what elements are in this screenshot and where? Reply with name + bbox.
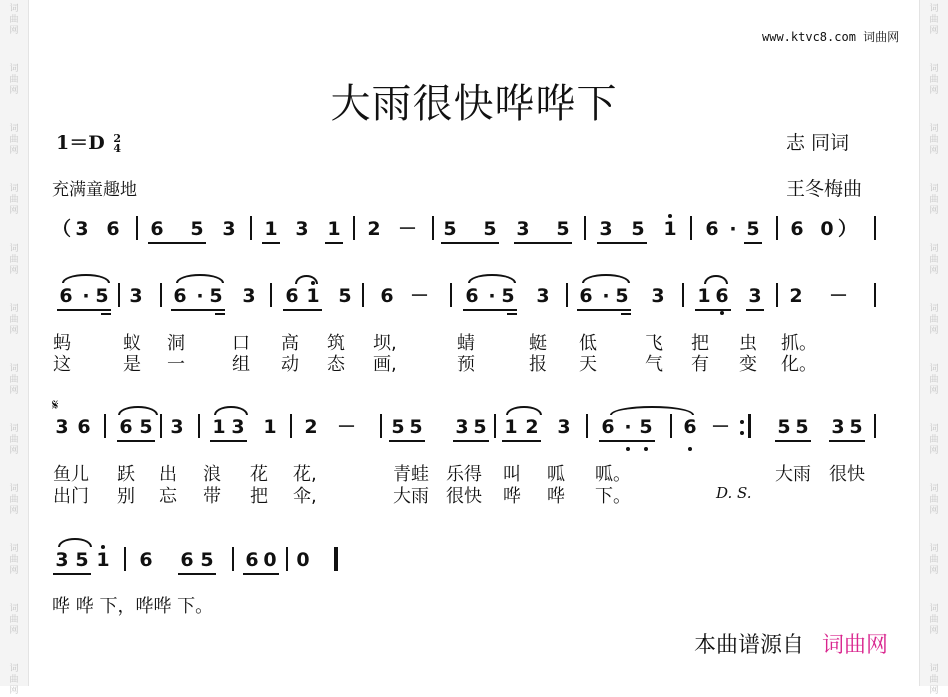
note: 5	[473, 416, 487, 438]
lyric-verse2: 带	[203, 486, 221, 507]
bar-line	[198, 414, 200, 438]
beam-line	[262, 242, 280, 244]
key-signature	[56, 128, 121, 155]
bar-line	[874, 283, 876, 307]
lyric-verse1: 大雨	[775, 464, 811, 485]
note: 5	[338, 285, 352, 307]
note: 2	[789, 285, 803, 307]
beam-line	[101, 313, 111, 315]
note: 3	[748, 285, 762, 307]
lyric-verse1: 跃	[117, 464, 135, 485]
watermark-text: 词 曲 网	[9, 424, 19, 456]
note: 3	[170, 416, 184, 438]
note: 3	[651, 285, 665, 307]
note: 3	[516, 218, 530, 240]
lyric-verse1: 蚂	[53, 333, 71, 354]
note: 1	[263, 416, 277, 438]
lyric-verse1: 蚁	[123, 333, 141, 354]
lyric-verse1: 把	[691, 333, 709, 354]
footer-source-text: 本曲谱源自	[694, 633, 805, 658]
note: 3	[222, 218, 236, 240]
lyric-verse1: 口	[232, 333, 250, 354]
lyric-verse2: 大雨	[393, 486, 429, 507]
note: 6	[790, 218, 804, 240]
beam-line	[746, 309, 764, 311]
note: 5	[209, 285, 223, 307]
bar-line	[290, 414, 292, 438]
lyric-verse1: 坝,	[373, 333, 397, 354]
note: 3	[831, 416, 845, 438]
bar-line	[776, 283, 778, 307]
lyric-verse2: 把	[250, 486, 268, 507]
time-bottom: 4	[113, 142, 121, 155]
slur-arc	[704, 275, 728, 284]
note: 3	[55, 416, 69, 438]
beam-line	[283, 309, 322, 311]
note: 5	[615, 285, 629, 307]
bar-line	[286, 547, 288, 571]
time-top: 2	[113, 132, 121, 145]
note: 3	[129, 285, 143, 307]
bar-line	[748, 414, 751, 438]
bar-line	[682, 283, 684, 307]
octave-dot	[740, 420, 744, 424]
slur-arc	[214, 406, 248, 415]
lyric-verse1: 洞	[167, 333, 185, 354]
lyric-verse1: 高	[281, 333, 299, 354]
note: 1	[327, 218, 341, 240]
note: 6	[601, 416, 615, 438]
bar-line	[874, 414, 876, 438]
lyric-verse2: 态	[327, 354, 345, 375]
watermark-text: 词 曲 网	[929, 184, 939, 216]
note: －	[410, 285, 430, 307]
watermark-text: 词 曲 网	[9, 4, 19, 36]
song-title: 大雨很快哗哗下	[330, 81, 618, 127]
note: 2	[525, 416, 539, 438]
lyric-verse2: 一	[167, 354, 185, 375]
octave-dot	[311, 281, 315, 285]
bar-line	[160, 283, 162, 307]
note: ·	[602, 285, 610, 307]
expression-mark: 充满童趣地	[52, 180, 137, 200]
note: 6	[380, 285, 394, 307]
beam-line	[117, 440, 155, 442]
watermark-text: 词 曲 网	[929, 64, 939, 96]
lyric-verse2: 出门	[53, 486, 89, 507]
note: 6	[285, 285, 299, 307]
bar-line	[874, 216, 876, 240]
bar-line	[334, 547, 338, 571]
watermark-text: 词 曲 网	[929, 304, 939, 336]
footer-source	[694, 628, 888, 659]
bar-line	[362, 283, 364, 307]
watermark-text: 词 曲 网	[9, 364, 19, 396]
bar-line	[353, 216, 355, 240]
note: 6	[715, 285, 729, 307]
note: 5	[483, 218, 497, 240]
bar-line	[690, 216, 692, 240]
watermark-text: 词 曲 网	[929, 124, 939, 156]
lyric-verse1: 低	[579, 333, 597, 354]
note: ·	[196, 285, 204, 307]
note: 5	[639, 416, 653, 438]
note: ·	[624, 416, 632, 438]
slur-arc	[118, 406, 158, 415]
lyric-verse2: 气	[645, 354, 663, 375]
note: 6	[579, 285, 593, 307]
lyric-verse2: 哗	[503, 486, 521, 507]
beam-line	[621, 313, 631, 315]
note: 5	[556, 218, 570, 240]
note: 6	[465, 285, 479, 307]
lyric-verse1: 虫	[739, 333, 757, 354]
bar-line	[450, 283, 452, 307]
note: －	[398, 218, 418, 240]
lyric-verse2: 是	[123, 354, 141, 375]
watermark-text: 词 曲 网	[9, 484, 19, 516]
lyricist-credit: 志 同词	[786, 132, 850, 154]
note: 3	[75, 218, 89, 240]
beam-line	[57, 309, 111, 311]
note: 6	[119, 416, 133, 438]
beam-line	[829, 440, 865, 442]
note: 3	[557, 416, 571, 438]
beam-line	[514, 242, 572, 244]
lyric-verse1: 呱。	[595, 464, 631, 485]
note: 1	[697, 285, 711, 307]
bar-line	[494, 414, 496, 438]
beam-line	[171, 309, 225, 311]
note: ·	[488, 285, 496, 307]
octave-dot	[688, 447, 692, 451]
bar-line	[432, 216, 434, 240]
note: 5	[501, 285, 515, 307]
lyric-verse1: 呱	[547, 464, 565, 485]
beam-line	[507, 313, 517, 315]
note: 5	[849, 416, 863, 438]
site-url[interactable]: www.ktvc8.com 词曲网	[762, 30, 900, 44]
beam-line	[389, 440, 425, 442]
bar-line	[380, 414, 382, 438]
watermark-text: 词 曲 网	[929, 484, 939, 516]
note: 2	[367, 218, 381, 240]
lyric-verse1: 乐得	[446, 464, 482, 485]
lyric-verse1: 蜻	[457, 333, 475, 354]
note: 6	[180, 549, 194, 571]
note: 0	[296, 549, 310, 571]
beam-line	[597, 242, 647, 244]
bar-line	[776, 216, 778, 240]
watermark-text: 词 曲 网	[929, 424, 939, 456]
lyric-verse2: 这	[53, 354, 71, 375]
note: 6	[59, 285, 73, 307]
note: 5	[139, 416, 153, 438]
beam-line	[148, 242, 206, 244]
watermark-text: 词 曲 网	[9, 664, 19, 696]
lyric-verse2: 化。	[781, 354, 817, 375]
slur-arc	[610, 406, 694, 415]
bar-line	[670, 414, 672, 438]
note: 1	[264, 218, 278, 240]
beam-line	[453, 440, 489, 442]
slur-arc	[582, 274, 630, 283]
note: 5	[795, 416, 809, 438]
note: 5	[200, 549, 214, 571]
note: －	[829, 285, 849, 307]
footer-brand-link[interactable]: 词曲网	[822, 633, 889, 658]
watermark-text: 词 曲 网	[929, 544, 939, 576]
lyric-verse1: 很快	[829, 464, 865, 485]
watermark-text: 词 曲 网	[929, 664, 939, 696]
key-label: 1＝D	[56, 132, 105, 154]
note: 3	[455, 416, 469, 438]
note: 6	[77, 416, 91, 438]
note: 2	[304, 416, 318, 438]
beam-line	[775, 440, 811, 442]
note: 5	[391, 416, 405, 438]
ds-mark: D. S.	[716, 484, 752, 502]
lyric-verse1: 花,	[293, 464, 317, 485]
lyric-verse2: 画,	[373, 354, 397, 375]
bar-line	[250, 216, 252, 240]
octave-dot	[101, 545, 105, 549]
bar-line	[160, 414, 162, 438]
bar-line	[136, 216, 138, 240]
note: 5	[75, 549, 89, 571]
note: 1	[306, 285, 320, 307]
note: 5	[746, 218, 760, 240]
lyric-verse2: 别	[117, 486, 135, 507]
watermark-text: 词 曲 网	[9, 184, 19, 216]
composer-credit: 王冬梅曲	[786, 178, 863, 200]
lyric-verse1: 花	[250, 464, 268, 485]
bar-line	[124, 547, 126, 571]
note: 3	[231, 416, 245, 438]
octave-dot	[668, 214, 672, 218]
time-signature	[113, 134, 121, 154]
bar-line	[586, 414, 588, 438]
beam-line	[577, 309, 631, 311]
lyric-verse2: 忘	[159, 486, 177, 507]
bar-line	[232, 547, 234, 571]
lyric-verse1: 蜓	[529, 333, 547, 354]
lyric-verse1: 筑	[327, 333, 345, 354]
bar-line	[584, 216, 586, 240]
lyric-verse2: 下。	[595, 486, 631, 507]
note: 3	[295, 218, 309, 240]
lyric-verse2: 有	[691, 354, 709, 375]
slur-arc	[468, 274, 516, 283]
bar-line	[118, 283, 120, 307]
note: 6	[245, 549, 259, 571]
lyric-verse2: 天	[579, 354, 597, 375]
octave-dot	[626, 447, 630, 451]
note: 6	[139, 549, 153, 571]
watermark-text: 词 曲 网	[9, 604, 19, 636]
beam-line	[441, 242, 499, 244]
note: 5	[190, 218, 204, 240]
lyric-verse2: 组	[232, 354, 250, 375]
note: 1	[663, 218, 677, 240]
note: 6	[705, 218, 719, 240]
beam-line	[695, 309, 731, 311]
slur-arc	[176, 274, 224, 283]
note: ·	[729, 218, 737, 240]
bar-line	[566, 283, 568, 307]
lyric-verse1: 抓。	[781, 333, 817, 354]
paren-close: ）	[838, 218, 858, 240]
note: 3	[599, 218, 613, 240]
watermark-text: 词 曲 网	[929, 364, 939, 396]
lyric-line: 哗 哗 下，哗哗 下。	[52, 596, 214, 617]
note: 5	[631, 218, 645, 240]
beam-line	[463, 309, 517, 311]
lyric-verse1: 叫	[503, 464, 521, 485]
watermark-text: 词 曲 网	[9, 124, 19, 156]
beam-line	[744, 242, 762, 244]
lyric-verse2: 哗	[547, 486, 565, 507]
lyric-verse2: 动	[281, 354, 299, 375]
segno-mark: 𝄋	[52, 396, 59, 414]
bar-line	[104, 414, 106, 438]
note: 0	[820, 218, 834, 240]
note: 6	[106, 218, 120, 240]
lyric-verse2: 伞,	[293, 486, 317, 507]
beam-line	[599, 440, 655, 442]
lyric-verse1: 浪	[203, 464, 221, 485]
watermark-text: 词 曲 网	[9, 244, 19, 276]
octave-dot	[740, 431, 744, 435]
octave-dot	[720, 311, 724, 315]
note: －	[337, 416, 357, 438]
beam-line	[53, 573, 91, 575]
lyric-verse2: 预	[457, 354, 475, 375]
note: 1	[504, 416, 518, 438]
watermark-text: 词 曲 网	[929, 4, 939, 36]
note: 6	[150, 218, 164, 240]
lyric-verse2: 报	[529, 354, 547, 375]
beam-line	[210, 440, 247, 442]
lyric-verse2: 很快	[446, 486, 482, 507]
beam-line	[178, 573, 216, 575]
note: ·	[82, 285, 90, 307]
beam-line	[243, 573, 279, 575]
note: 3	[55, 549, 69, 571]
note: 5	[777, 416, 791, 438]
slur-arc	[58, 538, 92, 547]
note: 0	[263, 549, 277, 571]
watermark-text: 词 曲 网	[9, 64, 19, 96]
note: －	[711, 416, 731, 438]
lyric-verse2: 变	[739, 354, 757, 375]
slur-arc	[62, 274, 110, 283]
lyric-verse1: 鱼儿	[53, 464, 89, 485]
slur-arc	[506, 406, 542, 415]
beam-line	[215, 313, 225, 315]
note: 3	[536, 285, 550, 307]
note: 6	[683, 416, 697, 438]
watermark-text: 词 曲 网	[929, 244, 939, 276]
note: 3	[242, 285, 256, 307]
watermark-text: 词 曲 网	[9, 544, 19, 576]
note: 1	[212, 416, 226, 438]
lyric-verse1: 青蛙	[393, 464, 429, 485]
bar-line	[270, 283, 272, 307]
paren-open: （	[52, 218, 72, 240]
beam-line	[502, 440, 541, 442]
lyric-verse1: 飞	[645, 333, 663, 354]
octave-dot	[644, 447, 648, 451]
note: 5	[95, 285, 109, 307]
note: 5	[409, 416, 423, 438]
lyric-verse1: 出	[159, 464, 177, 485]
beam-line	[325, 242, 343, 244]
note: 6	[173, 285, 187, 307]
watermark-text: 词 曲 网	[9, 304, 19, 336]
note: 1	[96, 549, 110, 571]
watermark-text: 词 曲 网	[929, 604, 939, 636]
note: 5	[443, 218, 457, 240]
